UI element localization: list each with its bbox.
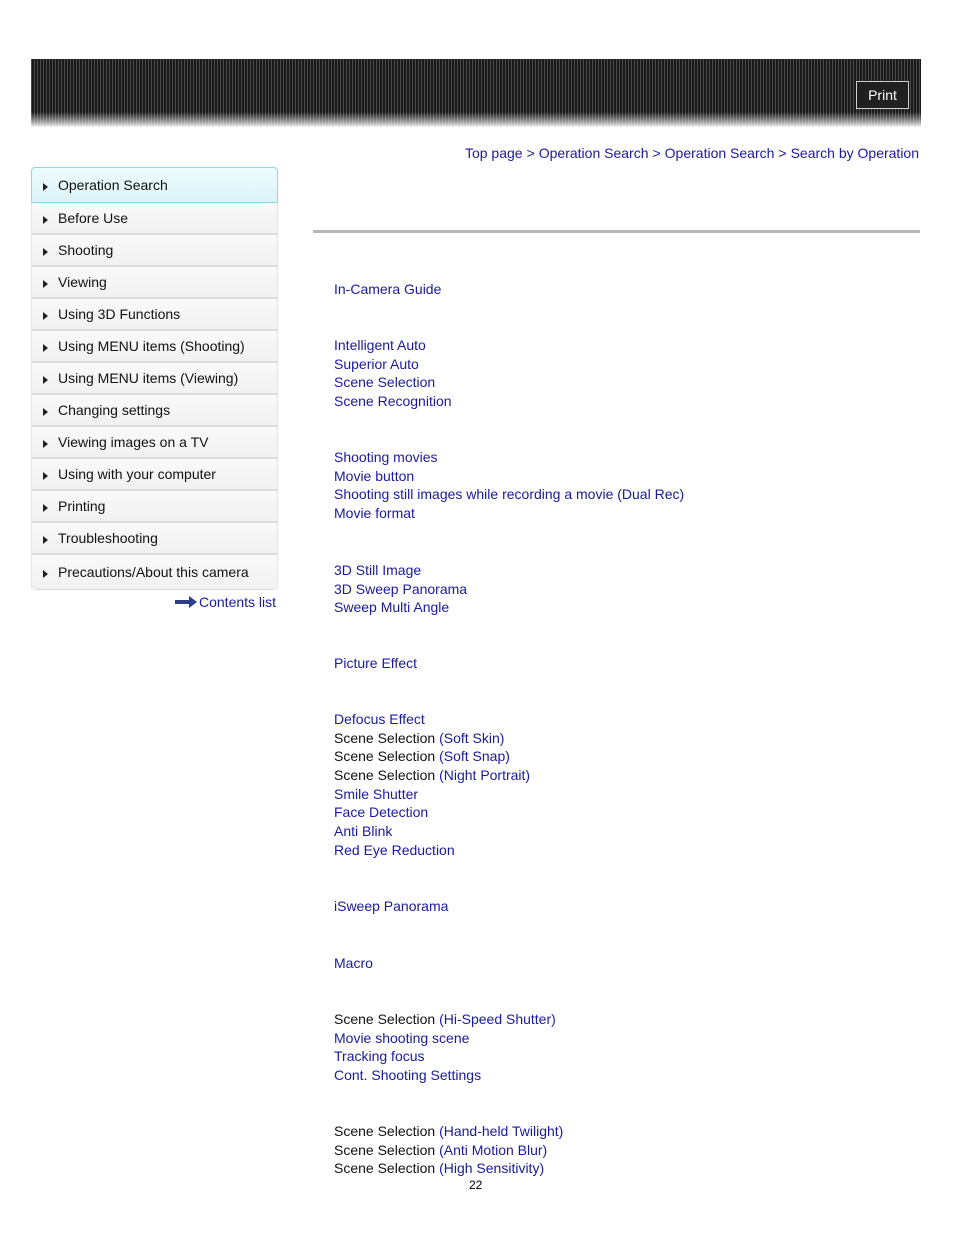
triangle-right-icon <box>43 312 48 320</box>
group-3d <box>334 561 467 617</box>
print-button[interactable]: Print <box>856 81 909 109</box>
text-scene-selection: Scene Selection <box>334 1160 440 1177</box>
sidebar-item-label: Troubleshooting <box>58 530 158 546</box>
triangle-right-icon <box>43 216 48 224</box>
link-movie-shooting-scene[interactable]: Movie shooting scene <box>334 1029 470 1046</box>
triangle-right-icon <box>43 570 48 578</box>
link-macro[interactable]: Macro <box>334 955 373 971</box>
link-isweep-panorama[interactable]: iSweep Panorama <box>334 898 449 914</box>
breadcrumb-separator: > <box>778 145 787 161</box>
link-scene-selection[interactable]: Scene Selection <box>334 374 436 391</box>
triangle-right-icon <box>43 248 48 256</box>
link-scene-recognition[interactable]: Scene Recognition <box>334 393 452 410</box>
breadcrumb-operation-search-2[interactable]: Operation Search <box>664 145 775 161</box>
sidebar-item-label: Operation Search <box>58 177 168 193</box>
sidebar-item-before-use[interactable] <box>31 203 278 235</box>
breadcrumb-separator: > <box>526 145 535 161</box>
sidebar-item-label: Precautions/About this camera <box>58 564 249 580</box>
link-hand-held-twilight[interactable]: (Hand-held Twilight) <box>439 1123 564 1139</box>
triangle-right-icon <box>43 472 48 480</box>
sidebar-item-label: Using 3D Functions <box>58 306 181 322</box>
link-picture-effect[interactable]: Picture Effect <box>334 655 418 671</box>
sidebar-item-menu-shooting[interactable] <box>31 331 278 363</box>
link-dual-rec[interactable]: Shooting still images while recording a movie (Dual Rec) <box>334 486 685 503</box>
group-fast-motion <box>334 1010 556 1085</box>
link-tracking-focus[interactable]: Tracking focus <box>334 1048 425 1065</box>
group-portrait <box>334 710 530 860</box>
sidebar-item-label: Shooting <box>58 242 114 258</box>
link-smile-shutter[interactable]: Smile Shutter <box>334 785 419 802</box>
triangle-right-icon <box>43 344 48 352</box>
link-3d-sweep-panorama[interactable]: 3D Sweep Panorama <box>334 580 468 597</box>
text-scene-selection: Scene Selection <box>334 1141 440 1158</box>
link-intelligent-auto[interactable]: Intelligent Auto <box>334 337 426 353</box>
breadcrumb <box>465 145 919 161</box>
sidebar-item-viewing[interactable] <box>31 267 278 299</box>
breadcrumb-top-page[interactable]: Top page <box>464 145 523 161</box>
header-banner <box>31 59 921 127</box>
breadcrumb-operation-search-1[interactable]: Operation Search <box>538 145 649 161</box>
sidebar-item-shooting[interactable] <box>31 235 278 267</box>
sidebar-item-viewing-on-tv[interactable] <box>31 427 278 459</box>
breadcrumb-search-by-operation[interactable]: Search by Operation <box>790 145 919 161</box>
link-hi-speed-shutter[interactable]: (Hi-Speed Shutter) <box>439 1011 556 1027</box>
sidebar-item-label: Using with your computer <box>58 466 216 482</box>
link-soft-snap[interactable]: (Soft Snap) <box>439 748 510 765</box>
link-anti-motion-blur[interactable]: (Anti Motion Blur) <box>439 1141 548 1158</box>
sidebar-item-using-with-computer[interactable] <box>31 459 278 491</box>
link-night-portrait[interactable]: (Night Portrait) <box>439 767 531 784</box>
sidebar-item-label: Viewing images on a TV <box>58 434 209 450</box>
contents-list-label: Contents list <box>199 594 277 610</box>
arrow-right-icon <box>175 596 197 608</box>
triangle-right-icon <box>43 183 48 191</box>
title-divider <box>313 230 920 233</box>
sidebar-item-changing-settings[interactable] <box>31 395 278 427</box>
link-movie-button[interactable]: Movie button <box>334 467 415 484</box>
link-red-eye-reduction[interactable]: Red Eye Reduction <box>334 841 455 858</box>
link-face-detection[interactable]: Face Detection <box>334 804 429 821</box>
sidebar-item-printing[interactable] <box>31 491 278 523</box>
text-scene-selection: Scene Selection <box>334 729 440 746</box>
sidebar-item-label: Viewing <box>58 274 107 290</box>
sidebar-item-troubleshooting[interactable] <box>31 523 278 555</box>
link-defocus-effect[interactable]: Defocus Effect <box>334 711 425 727</box>
breadcrumb-separator: > <box>652 145 661 161</box>
sidebar-item-operation-search[interactable] <box>31 167 278 203</box>
group-isweep <box>334 897 448 916</box>
sidebar-item-label: Using MENU items (Viewing) <box>58 370 239 386</box>
triangle-right-icon <box>43 408 48 416</box>
link-movie-format[interactable]: Movie format <box>334 505 415 522</box>
sidebar-item-label: Using MENU items (Shooting) <box>58 338 245 354</box>
triangle-right-icon <box>43 504 48 512</box>
sidebar-item-label: Changing settings <box>58 402 171 418</box>
triangle-right-icon <box>43 440 48 448</box>
group-guide <box>334 280 441 299</box>
triangle-right-icon <box>43 536 48 544</box>
sidebar-item-label: Before Use <box>58 210 129 226</box>
group-low-light <box>334 1122 563 1178</box>
link-superior-auto[interactable]: Superior Auto <box>334 355 419 372</box>
page-number: 22 <box>469 1178 483 1192</box>
text-scene-selection: Scene Selection <box>334 1011 440 1027</box>
text-scene-selection: Scene Selection <box>334 748 440 765</box>
sidebar-item-precautions[interactable] <box>31 555 278 589</box>
link-shooting-movies[interactable]: Shooting movies <box>334 449 438 465</box>
link-in-camera-guide[interactable]: In-Camera Guide <box>334 281 442 297</box>
group-picture-effect <box>334 654 417 673</box>
sidebar-nav <box>31 167 278 590</box>
sidebar-item-using-3d-functions[interactable] <box>31 299 278 331</box>
triangle-right-icon <box>43 280 48 288</box>
link-anti-blink[interactable]: Anti Blink <box>334 823 393 840</box>
link-cont-shooting-settings[interactable]: Cont. Shooting Settings <box>334 1067 482 1084</box>
sidebar-item-menu-viewing[interactable] <box>31 363 278 395</box>
link-3d-still-image[interactable]: 3D Still Image <box>334 562 422 578</box>
contents-list-link[interactable] <box>175 594 276 610</box>
group-macro <box>334 954 373 973</box>
group-auto-modes <box>334 336 452 411</box>
link-soft-skin[interactable]: (Soft Skin) <box>439 729 505 746</box>
sidebar-item-label: Printing <box>58 498 106 514</box>
text-scene-selection: Scene Selection <box>334 1123 440 1139</box>
group-movies <box>334 448 684 523</box>
text-scene-selection: Scene Selection <box>334 767 440 784</box>
triangle-right-icon <box>43 376 48 384</box>
link-sweep-multi-angle[interactable]: Sweep Multi Angle <box>334 599 450 616</box>
link-high-sensitivity[interactable]: (High Sensitivity) <box>439 1160 545 1177</box>
